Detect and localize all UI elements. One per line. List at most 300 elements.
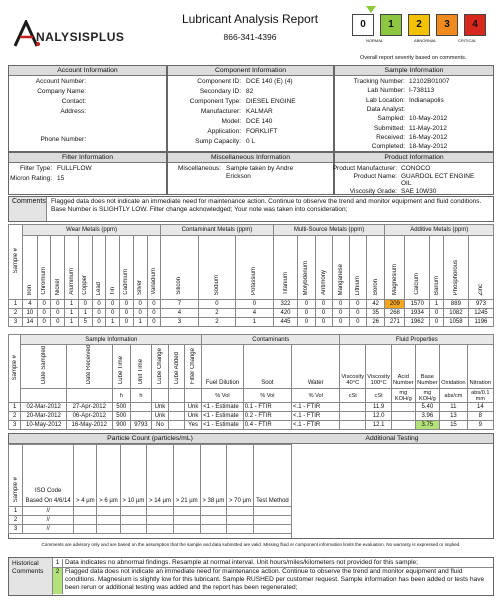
table-cell (173, 516, 200, 525)
table-cell: 2 (9, 309, 23, 318)
table-cell: 0 (349, 300, 366, 309)
table-row (9, 412, 494, 421)
table-cell: 26 (366, 318, 385, 327)
table-cell (173, 507, 200, 516)
table-cell (74, 507, 97, 516)
table-cell: 1 (9, 403, 21, 412)
table-cell: 12.1 (366, 421, 392, 430)
table-cell (391, 412, 415, 421)
table-cell: <1 - Estimate (202, 403, 244, 412)
severity-level-1: 1 (380, 14, 402, 36)
severity-level-4: 4 (464, 14, 486, 36)
table-cell: Yes (184, 421, 201, 430)
table-cell (169, 421, 185, 430)
historical-comments-label: Historical Comments (9, 558, 53, 595)
metal-column-header: Nickel (51, 236, 65, 300)
table-cell (130, 403, 151, 412)
table-cell: 420 (273, 309, 298, 318)
table-cell: <1 - Estimate (202, 412, 244, 421)
table-cell: 1 (65, 300, 79, 309)
metal-column-header: Barium (430, 236, 444, 300)
section-header: Filter Information (9, 153, 166, 163)
table-cell: 0.4 - FTIR (243, 421, 291, 430)
table-cell (147, 516, 174, 525)
table-cell: 1082 (443, 309, 468, 318)
miscellaneous-information (167, 152, 334, 195)
table-cell: 0 (37, 318, 51, 327)
metal-column-header: Molybdenum (298, 236, 315, 300)
table-row (9, 525, 292, 534)
table-cell: 5.40 (415, 403, 440, 412)
table-cell: <1 - Estimate (202, 421, 244, 430)
table-cell: 0 (51, 318, 65, 327)
table-cell: 0 (298, 300, 315, 309)
table-cell: 0 (147, 309, 161, 318)
field-label: Manufacturer: (200, 108, 241, 115)
table-cell: <.1 - FTIR (292, 403, 340, 412)
metal-column-header: Titanium (273, 236, 298, 300)
table-cell: 889 (443, 300, 468, 309)
report-title: Lubricant Analysis Report (181, 12, 319, 26)
table-cell: 1570 (405, 300, 430, 309)
unit-cell: h (130, 389, 151, 403)
field-value: 16-May-2012 (409, 133, 448, 141)
field-value: 0 L (246, 138, 256, 145)
contaminant-metals-header: Contaminant Metals (ppm) (161, 225, 273, 236)
unit-cell: % Vol (292, 389, 340, 403)
field-value: 11-May-2012 (409, 124, 447, 132)
miscellaneous-label: Miscellaneous: (178, 165, 221, 172)
table-cell (74, 516, 97, 525)
field-value: I-738113 (409, 87, 435, 95)
table-cell: 1 (9, 507, 23, 516)
table-cell: 0 (147, 300, 161, 309)
sample-column-header: Lube Added (169, 345, 185, 389)
table-cell: 500 (112, 412, 130, 421)
table-cell: 20-Mar-2012 (21, 412, 67, 421)
table-cell (120, 525, 147, 534)
severity-note: Overall report severity based on comments. (360, 55, 467, 61)
metal-column-header: Silver (133, 236, 147, 300)
table-cell: 0 (120, 318, 134, 327)
particle-column-header: Sample # (9, 445, 23, 507)
table-cell: 3.96 (415, 412, 440, 421)
table-cell: 0 (298, 318, 315, 327)
micron-rating-label: Micron Rating: (10, 175, 52, 182)
table-row (9, 318, 494, 327)
phone-number: 866-341-4396 (223, 32, 277, 42)
severity-critical: CRITICAL (458, 38, 477, 43)
table-cell: 1 (78, 309, 92, 318)
table-cell: 0 (92, 318, 106, 327)
sample-column-header: Date Sampled (21, 345, 67, 389)
table-cell: // (23, 507, 74, 516)
account-number-label: Account Number: (35, 78, 86, 85)
field-label: Sampled: (377, 115, 405, 123)
additional-testing-header: Additional Testing (291, 434, 493, 444)
table-cell: 13 (440, 412, 468, 421)
table-cell: 1 (9, 300, 23, 309)
table-cell: 0 (92, 309, 106, 318)
table-cell: 10 (23, 309, 38, 318)
table-cell (200, 525, 227, 534)
table-cell: 9793 (130, 421, 151, 430)
table-cell: 35 (366, 309, 385, 318)
table-cell: 0 (349, 318, 366, 327)
table-cell (253, 507, 291, 516)
table-cell: 14 (23, 318, 38, 327)
table-cell: 0 (92, 300, 106, 309)
unit-cell: cSt (340, 389, 366, 403)
table-cell: 2 (198, 318, 235, 327)
phone-label: Phone Number: (40, 136, 86, 143)
unit-cell: mg KOH/g (391, 389, 415, 403)
table-cell: 11.9 (366, 403, 392, 412)
table-cell (74, 525, 97, 534)
table-row (9, 507, 292, 516)
table-cell: 973 (468, 300, 493, 309)
section-header: Sample Information (335, 66, 493, 76)
field-value: KALMAR (246, 108, 273, 115)
particle-column-header: Test Method (253, 445, 291, 507)
table-cell (340, 421, 366, 430)
table-cell: No (151, 421, 168, 430)
severity-level-3: 3 (436, 14, 458, 36)
sample-information (334, 65, 494, 152)
table-cell (147, 507, 174, 516)
unit-cell (151, 389, 168, 403)
severity-pointer-icon (366, 6, 376, 14)
field-value: 82 (246, 88, 254, 95)
table-cell: 0 (430, 318, 444, 327)
table-cell: 3 (9, 525, 23, 534)
table-cell: 209 (385, 300, 405, 309)
field-value: 10-May-2012 (409, 115, 448, 123)
history-divider (53, 567, 493, 568)
sample-column-header: Oxidation (440, 345, 468, 389)
table-cell: 2 (198, 309, 235, 318)
table-cell: 1 (65, 318, 79, 327)
section-header: Component Information (168, 66, 333, 76)
table-cell (169, 412, 185, 421)
table-cell: 0 (332, 309, 349, 318)
comments-text: Flagged data does not indicate an immediate need for maintenance action. Continue to observe the trend and monitor equipment and fluid conditions. Base Number is SLIGHTLY LOW. Filter change acknowledged; Your note was taken into consideration; (51, 198, 482, 213)
table-row (9, 309, 494, 318)
table-cell (391, 403, 415, 412)
comments-box (8, 196, 494, 222)
unit-cell: mg KOH/g (415, 389, 440, 403)
sample-column-header: Soot (243, 345, 291, 389)
field-value: DCE 140 (246, 118, 273, 125)
table-cell (97, 516, 120, 525)
unit-cell: % Vol (243, 389, 291, 403)
miscellaneous-value: Sample taken by Andre (226, 165, 294, 172)
field-value: CONOCO (401, 165, 431, 172)
metal-column-header: Cadmium (120, 236, 134, 300)
particle-column-header: > 38 µm (200, 445, 227, 507)
table-cell: 1 (236, 318, 273, 327)
field-label: Completed: (371, 143, 405, 151)
table-cell: 14 (467, 403, 493, 412)
history-comment-text: Flagged data does not indicate an immediate need for maintenance action. Continue to observe the trend and monitor equipment and fluid conditions. Magnesium is slightly low for this lubricant. Sample RUSHED per customer request. Sample information has been added or tests have been rerun or additional testing was added and the report has been regenerated; (65, 568, 485, 591)
table-cell: 1 (106, 318, 120, 327)
table-cell: 1245 (468, 309, 493, 318)
metal-column-header: Potassium (236, 236, 273, 300)
particle-column-header: ISO Code Based On 4/6/14 (23, 445, 74, 507)
table-cell: 0 (298, 309, 315, 318)
metal-column-header: Zinc (468, 236, 493, 300)
account-information (8, 65, 167, 152)
table-cell: 900 (112, 421, 130, 430)
table-cell: 0 (106, 309, 120, 318)
table-cell: // (23, 516, 74, 525)
table-cell: 271 (385, 318, 405, 327)
metal-column-header: Lithium (349, 236, 366, 300)
comments-label: Comments (9, 197, 47, 221)
table-cell: Unk (184, 403, 201, 412)
severity-abnormal: ABNORMAL (414, 38, 437, 43)
table-cell: 0.1 - FTIR (243, 403, 291, 412)
table-cell: // (23, 525, 74, 534)
severity-normal: NORMAL (366, 38, 384, 43)
table-cell: 1196 (468, 318, 493, 327)
metal-column-header: Antimony (315, 236, 332, 300)
table-row (9, 403, 494, 412)
wear-metals-header: Wear Metals (ppm) (23, 225, 161, 236)
severity-scale (352, 6, 492, 44)
table-cell: 0 (120, 300, 134, 309)
table-cell: 2 (9, 412, 21, 421)
metal-column-header: Aluminum (65, 236, 79, 300)
filter-information (8, 152, 167, 195)
address-label: Address: (60, 108, 86, 115)
metal-column-header: Phosphorous (443, 236, 468, 300)
table-cell (340, 403, 366, 412)
table-cell: 0 (315, 318, 332, 327)
table-cell: 0 (147, 318, 161, 327)
table-cell: 445 (273, 318, 298, 327)
company-name-label: Company Name: (37, 88, 86, 95)
sample-column-header: Water (292, 345, 340, 389)
table-cell: 0 (315, 300, 332, 309)
metal-column-header: Silicon (161, 236, 198, 300)
table-cell (340, 412, 366, 421)
table-cell: 7 (161, 300, 198, 309)
metals-sample-header: Sample # (9, 225, 23, 300)
sample-column-header: Nitration (467, 345, 493, 389)
table-cell: 5 (78, 318, 92, 327)
table-cell: 0 (198, 300, 235, 309)
table-cell: 9 (467, 421, 493, 430)
additive-metals-header: Additive Metals (ppm) (385, 225, 494, 236)
contact-label: Contact: (61, 98, 86, 105)
product-information (334, 152, 494, 195)
metal-column-header: Chromium (37, 236, 51, 300)
sample-column-header: Fuel Dilution (202, 345, 244, 389)
table-cell (227, 507, 254, 516)
table-cell (227, 516, 254, 525)
multi-source-metals-header: Multi-Source Metals (ppm) (273, 225, 385, 236)
field-value: DCE 140 (E) (4) (246, 78, 293, 85)
table-cell: 0 (51, 309, 65, 318)
table-cell: 500 (112, 403, 130, 412)
field-value: DIESEL ENGINE (246, 98, 296, 105)
table-cell: 268 (385, 309, 405, 318)
particle-column-header: > 70 µm (227, 445, 254, 507)
sample-column-header: Lube Time (112, 345, 130, 389)
table-cell: 4 (161, 309, 198, 318)
particle-column-header: > 21 µm (173, 445, 200, 507)
field-label: Product Manufacturer: (332, 165, 397, 172)
metal-column-header: Magnesium (385, 236, 405, 300)
table-cell (120, 516, 147, 525)
table-cell (97, 507, 120, 516)
table-cell (97, 525, 120, 534)
unit-cell (66, 389, 112, 403)
field-label: Application: (207, 128, 241, 135)
table-cell: 1 (65, 309, 79, 318)
sample-column-header: Date Received (66, 345, 112, 389)
metal-column-header: Boron (366, 236, 385, 300)
table-cell: 0 (236, 300, 273, 309)
sample-info-table (8, 334, 494, 430)
micron-rating-value: 15 (57, 175, 65, 182)
table-cell: 06-Apr-2012 (66, 412, 112, 421)
fluid-properties-group-header: Fluid Properties (340, 335, 494, 345)
table-cell (173, 525, 200, 534)
sample-column-header: Lube Change (151, 345, 168, 389)
table-cell: 1 (133, 318, 147, 327)
field-label: Tracking Number: (353, 78, 405, 85)
table-cell: 0 (106, 300, 120, 309)
particle-column-header: > 14 µm (147, 445, 174, 507)
table-cell: 3 (9, 421, 21, 430)
table-cell: 15 (440, 421, 468, 430)
disclaimer: Comments are advisory only and are based on the assumption that the sample and data submitted are valid. Missing fluid or component information limits the evaluation. No warranty is expressed or implied. (41, 542, 461, 547)
miscellaneous-value-2: Erickson (226, 173, 251, 180)
table-cell (253, 525, 291, 534)
table-cell: 1058 (443, 318, 468, 327)
table-cell: 8 (467, 412, 493, 421)
table-cell: 16-May-2012 (66, 421, 112, 430)
table-row (9, 300, 494, 309)
field-value: SAE 10W30 (401, 187, 437, 195)
table-cell: 2 (9, 516, 23, 525)
table-cell: 1962 (405, 318, 430, 327)
field-value: 12102B01007 (409, 78, 450, 85)
field-label: Viscosity Grade: (349, 187, 397, 195)
table-cell: Unk (151, 403, 168, 412)
unit-cell: % Vol (202, 389, 244, 403)
field-label: Secondary ID: (199, 88, 241, 95)
sample-info-group-header: Sample Information (21, 335, 202, 345)
table-cell: 27-Apr-2012 (66, 403, 112, 412)
table-cell (120, 507, 147, 516)
table-cell: 11 (440, 403, 468, 412)
particle-column-header: > 10 µm (120, 445, 147, 507)
table-cell: <.1 - FTIR (292, 421, 340, 430)
metal-column-header: Vanadium (147, 236, 161, 300)
table-cell (200, 516, 227, 525)
severity-level-0: 0 (352, 14, 374, 36)
table-cell: 42 (366, 300, 385, 309)
table-cell (147, 525, 174, 534)
unit-cell: abs/cm (440, 389, 468, 403)
unit-cell (21, 389, 67, 403)
table-cell: 0 (120, 309, 134, 318)
field-value: 18-May-2012 (409, 143, 448, 151)
table-cell: 0 (133, 309, 147, 318)
contaminants-group-header: Contaminants (202, 335, 340, 345)
field-value: FORKLIFT (246, 128, 278, 135)
unit-cell: cSt (366, 389, 392, 403)
logo-text: NALYSISPLUS (36, 30, 125, 44)
table-row (9, 421, 494, 430)
metal-column-header: Lead (92, 236, 106, 300)
table-cell: 4 (23, 300, 38, 309)
metal-column-header: Copper (78, 236, 92, 300)
field-label: Component Type: (189, 98, 241, 105)
historical-comments (8, 557, 494, 596)
table-cell: 0 (51, 300, 65, 309)
unit-cell: abs/0.1 mm (467, 389, 493, 403)
sample-column-header: Filter Change (184, 345, 201, 389)
unit-cell: h (112, 389, 130, 403)
table-cell: 3 (9, 318, 23, 327)
table-cell: 1 (430, 300, 444, 309)
metal-column-header: Tin (106, 236, 120, 300)
table-cell: 12.0 (366, 412, 392, 421)
logo (12, 20, 152, 48)
table-cell: 10-May-2012 (21, 421, 67, 430)
history-sample-number: 1 (53, 559, 63, 567)
field-label: Data Analyst: (366, 105, 405, 113)
particle-column-header: > 4 µm (74, 445, 97, 507)
unit-cell (184, 389, 201, 403)
field-label: Component ID: (197, 78, 241, 85)
section-header: Account Information (9, 66, 166, 76)
table-cell: 0 (78, 300, 92, 309)
table-cell: 0 (315, 309, 332, 318)
metal-column-header: Manganese (332, 236, 349, 300)
table-cell: Unk (151, 412, 168, 421)
table-cell (169, 403, 185, 412)
metal-column-header: Sodium (198, 236, 235, 300)
field-label: Submitted: (373, 124, 405, 132)
metal-column-header: Iron (23, 236, 38, 300)
field-label: Lab Number: (367, 87, 405, 95)
history-comment-text: Data indicates no abnormal findings. Resample at normal interval. Unit hours/miles/kilometers not provided for this sample; (65, 559, 418, 566)
sample-column-header: Unit Time (130, 345, 151, 389)
field-label: Model: (221, 118, 241, 125)
table-cell (227, 525, 254, 534)
history-sample-number: 2 (53, 568, 63, 594)
particle-count-header: Particle Count (particles/mL) (9, 434, 292, 444)
table-row (9, 516, 292, 525)
table-cell: 0 (332, 300, 349, 309)
table-cell: 1934 (405, 309, 430, 318)
unit-cell (169, 389, 185, 403)
sample-column-header: Base Number (415, 345, 440, 389)
table-cell: 0 (37, 309, 51, 318)
table-cell: 322 (273, 300, 298, 309)
particle-count-section (8, 433, 494, 539)
sample-column-header: Acid Number (391, 345, 415, 389)
particle-table (8, 444, 292, 534)
table-cell: 02-Mar-2012 (21, 403, 67, 412)
table-cell (253, 516, 291, 525)
section-header: Product Information (335, 153, 493, 163)
